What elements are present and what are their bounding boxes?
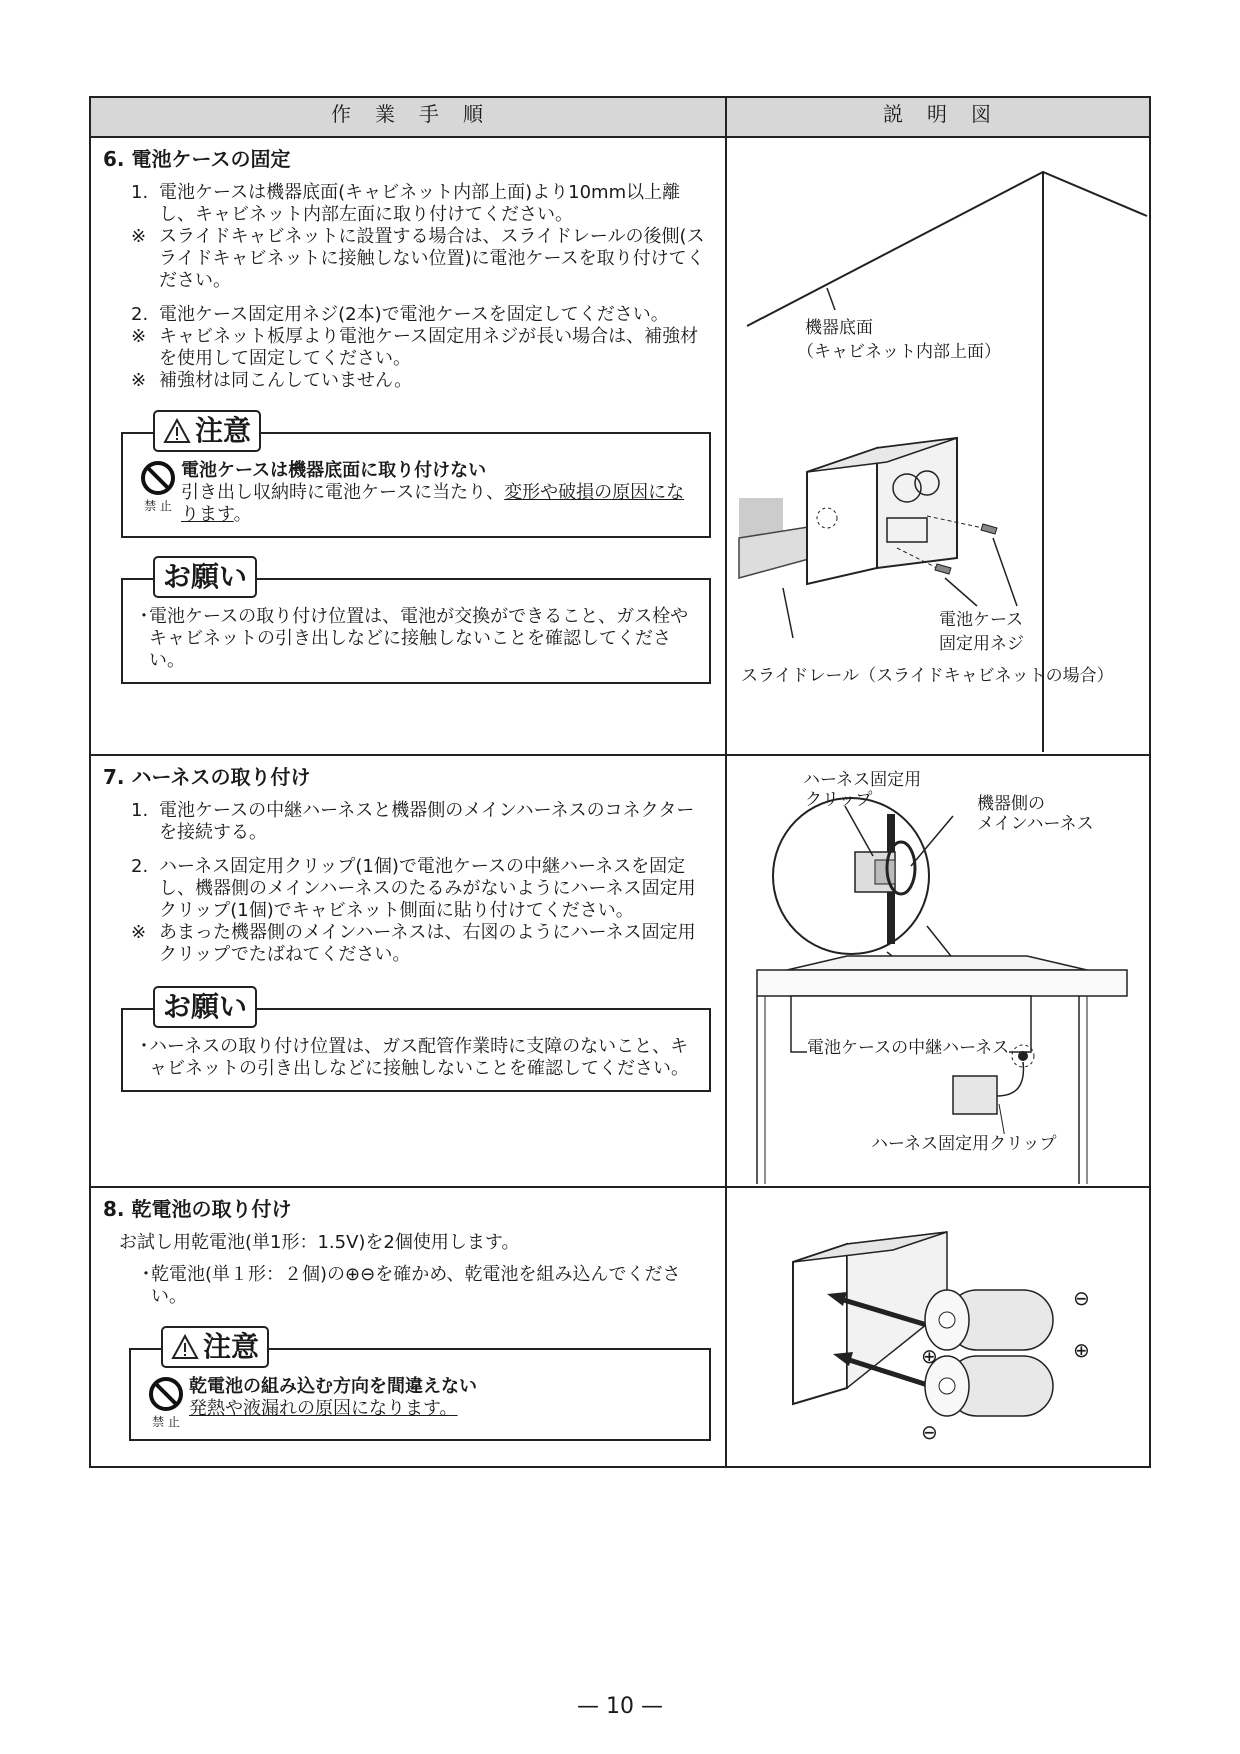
section-7-title: 7. ハーネスの取り付け [103, 765, 311, 789]
note-item: ※ 補強材は同こんしていません。 [131, 370, 413, 391]
step-item: 1. 電池ケースは機器底面(キャビネット内部上面)より10mm以上離し、キャビネット内部左面に取り付けてください。 [131, 182, 681, 225]
battery-insertion-diagram [727, 1188, 1151, 1464]
battery-intro: お試し用乾電池(単1形：1.5V)を2個使用します。 [119, 1232, 520, 1253]
note-item: ※ キャビネット板厚より電池ケース固定用ネジが長い場合は、補強材を使用して固定してください。 [131, 326, 699, 369]
section-8-row [90, 1187, 1150, 1467]
caution-tag: 注意 [161, 1326, 269, 1368]
request-tag: お願い [153, 556, 257, 598]
request-box: お願い ・ 電池ケースの取り付け位置は、電池が交換ができること、ガス栓やキャビネットの引き出しなどに接触しないことを確認してください。 [121, 578, 711, 684]
caution-box [121, 414, 711, 538]
warning-triangle-icon [171, 1334, 199, 1360]
manual-page [89, 96, 1151, 1468]
caution-title: 乾電池の組み込む方向を間違えない [189, 1376, 477, 1397]
note-item: ※ あまった機器側のメインハーネスは、右図のようにハーネス固定用クリップでたばねてください。 [131, 922, 696, 965]
section-8-figure: ⊖ ⊕ ⊕ ⊖ [726, 1187, 1150, 1467]
section-7-row [90, 755, 1150, 1187]
prohibit-mark: 禁 止 [143, 1376, 189, 1429]
section-6-title: 6. 電池ケースの固定 [103, 147, 291, 171]
prohibition-icon [148, 1376, 184, 1412]
section-8-text: 8. 乾電池の取り付け お試し用乾電池(単1形：1.5V)を2個使用します。 ・ 乾電池(単１形：２個)の⊕⊖を確かめ、乾電池を組み込んでください。 注意 禁 止 乾電池の組み込む方向を間違えない 発熱や液漏れの原因になります。 [90, 1187, 726, 1467]
section-7-text [90, 755, 726, 1187]
prohibition-icon [140, 460, 176, 496]
section-6-row [90, 137, 1150, 755]
prohibit-mark: 禁 止 [135, 460, 181, 526]
section-8-title: 8. 乾電池の取り付け [103, 1197, 292, 1221]
step-item: 2. ハーネス固定用クリップ(1個)で電池ケースの中継ハーネスを固定し、機器側のメインハーネスのたるみがないようにハーネス固定用クリップ(1個)でキャビネット側面に貼り付けてください。 [131, 856, 696, 921]
caution-title: 電池ケースは機器底面に取り付けない [181, 460, 487, 481]
header-procedure: 作 業 手 順 [90, 97, 726, 137]
page-number: — 10 — [577, 1694, 663, 1719]
request-body: 電池ケースの取り付け位置は、電池が交換ができること、ガス栓やキャビネットの引き出しなどに接触しないことを確認してください。 [149, 606, 689, 671]
caution-body: 発熱や液漏れの原因になります。 [189, 1398, 458, 1419]
procedure-table [89, 96, 1151, 1468]
caution-body: 引き出し収納時に電池ケースに当たり、変形や破損の原因になります。 [181, 482, 685, 525]
section-7-figure: ハーネス固定用 クリップ 機器側の メインハーネス 電池ケースの中継ハーネス ハーネス固定用クリップ [726, 755, 1150, 1187]
step-item: 2. 電池ケース固定用ネジ(2本)で電池ケースを固定してください。 [131, 304, 669, 325]
battery-bullet: 乾電池(単１形：２個)の⊕⊖を確かめ、乾電池を組み込んでください。 [151, 1264, 681, 1307]
note-item: ※ スライドキャビネットに設置する場合は、スライドレールの後側(スライドキャビネットに接触しない位置)に電池ケースを取り付けてください。 [131, 226, 705, 291]
caution-box [129, 1330, 711, 1441]
request-box: お願い ・ ハーネスの取り付け位置は、ガス配管作業時に支障のないこと、キャビネットの引き出しなどに接触しないことを確認してください。 [121, 1008, 711, 1092]
battery-case-mounting-diagram [727, 138, 1151, 752]
header-illustration: 説 明 図 [726, 97, 1150, 137]
request-tag: お願い [153, 986, 257, 1028]
caution-tag: 注意 [153, 410, 261, 452]
request-body: ハーネスの取り付け位置は、ガス配管作業時に支障のないこと、キャビネットの引き出しなどに接触しないことを確認してください。 [149, 1036, 689, 1079]
section-6-text [90, 137, 726, 755]
step-item: 1. 電池ケースの中継ハーネスと機器側のメインハーネスのコネクターを接続する。 [131, 800, 695, 843]
warning-triangle-icon [163, 418, 191, 444]
section-6-figure: 機器底面 （キャビネット内部上面） 電池ケース 固定用ネジ スライドレール（スライドキャビネットの場合） [726, 137, 1150, 755]
